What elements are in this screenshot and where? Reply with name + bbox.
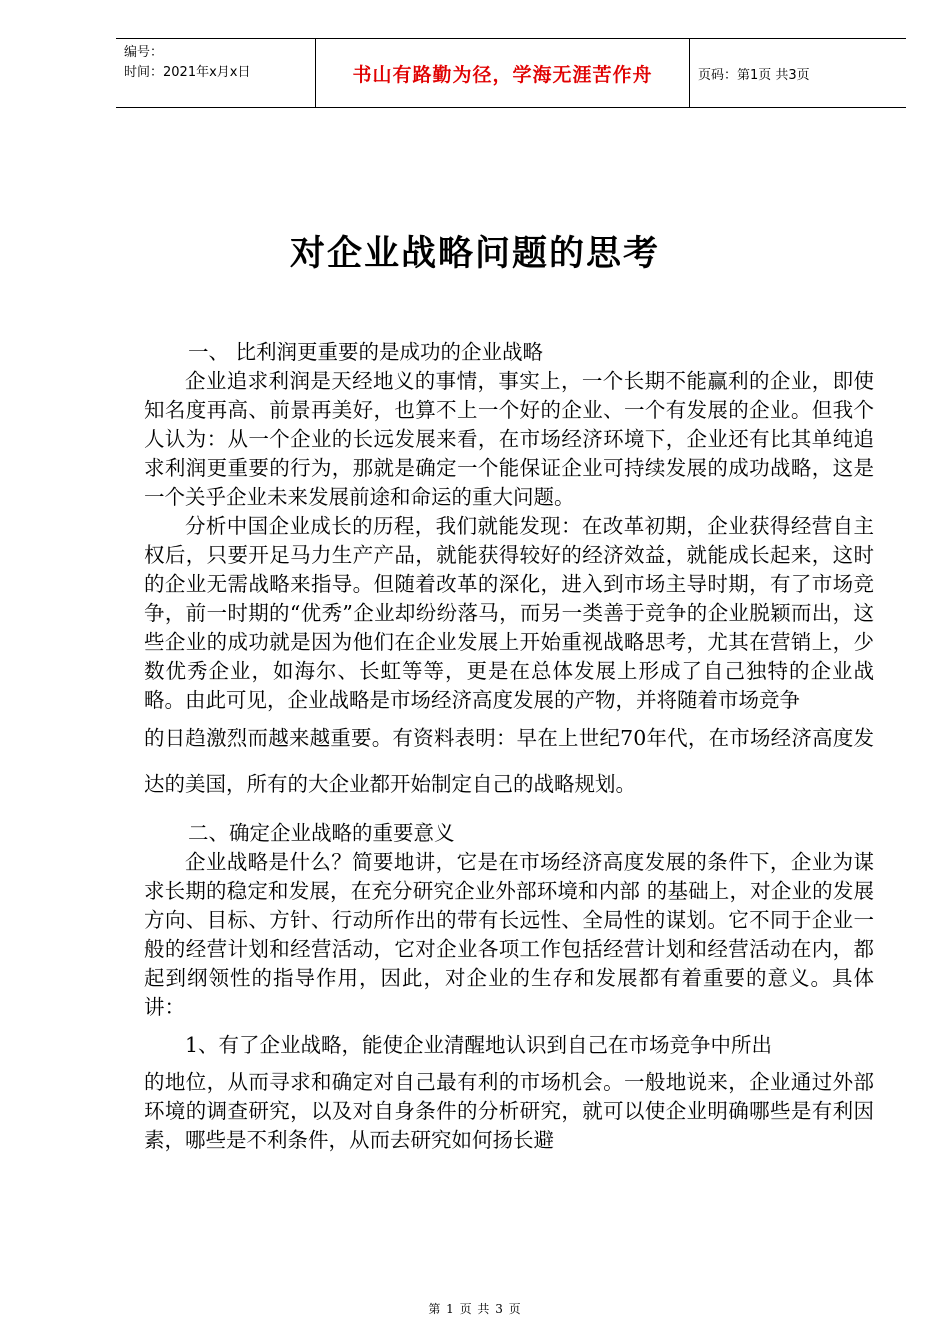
- document-header: [116, 38, 906, 108]
- header-meta-cell: [116, 39, 316, 107]
- section-1-heading: 一、 比利润更重要的是成功的企业战略: [188, 340, 544, 364]
- section-1-paragraph-2: 分析中国企业成长的历程，我们就能发现：在改革初期，企业获得经营自主权后，只要开足马力生产产品，就能获得较好的经济效益，就能成长起来，这时的企业无需战略来指导。但随着改革的深化，进入到市场主导时期，有了市场竞争，前一时期的“优秀”企业却纷纷落马，而另一类善于竞争的企业脱颖而出，这些企业的成功就是因为他们在企业发展上开始重视战略思考，尤其在营销上，少数优秀企业，如海尔、长虹等等，更是在总体发展上形成了自己独特的企业战略。由此可见，企业战略是市场经济高度发展的产物，并将随着市场竞争: [144, 514, 874, 712]
- section-2-paragraph-2-first-line: 1、有了企业战略，能使企业清醒地认识到自己在市场竞争中所出: [185, 1033, 773, 1057]
- section-2-heading: 二、确定企业战略的重要意义: [188, 821, 455, 845]
- section-1-paragraph-1: 企业追求利润是天经地义的事情，事实上，一个长期不能赢利的企业，即使知名度再高、前景再美好，也算不上一个好的企业、一个有发展的企业。但我个人认为：从一个企业的长远发展来看，在市场经济环境下，企业还有比其单纯追求利润更重要的行为，那就是确定一个能保证企业可持续发展的成功战略，这是一个关乎企业未来发展前途和命运的重大问题。: [144, 369, 874, 509]
- document-title: 对企业战略问题的思考: [289, 234, 660, 274]
- page-footer: 第 1 页 共 3 页: [428, 1302, 522, 1316]
- header-page-info: 页码：第1页 共3页: [698, 67, 810, 83]
- document-body: [144, 338, 874, 1155]
- section-2-paragraph-1: 企业战略是什么？简要地讲，它是在市场经济高度发展的条件下，企业为谋求长期的稳定和发展，在充分研究企业外部环境和内部 的基础上，对企业的发展方向、目标、方针、行动所作出的带有长远性、全局性的谋划。它不同于企业一般的经营计划和经营活动，它对企业各项工作包括经营计划和经营活动在内，都起到纲领性的指导作用，因此，对企业的生存和发展都有着重要的意义。具体讲：: [144, 850, 874, 1019]
- number-label: 编号：: [124, 45, 164, 60]
- section-2-paragraph-2-rest: 的地位，从而寻求和确定对自己最有利的市场机会。一般地说来，企业通过外部环境的调查研究，以及对自身条件的分析研究，就可以使企业明确哪些是有利因素，哪些是不利条件，从而去研究如何扬长避: [144, 1070, 874, 1152]
- time-label: 时间：2021年x月x日: [124, 65, 251, 80]
- header-motto: 书山有路勤为径，学海无涯苦作舟: [316, 39, 690, 107]
- section-1-paragraph-2-continued: 的日趋激烈而越来越重要。有资料表明：早在上世纪70年代，在市场经济高度发达的美国，所有的大企业都开始制定自己的战略规划。: [144, 726, 874, 796]
